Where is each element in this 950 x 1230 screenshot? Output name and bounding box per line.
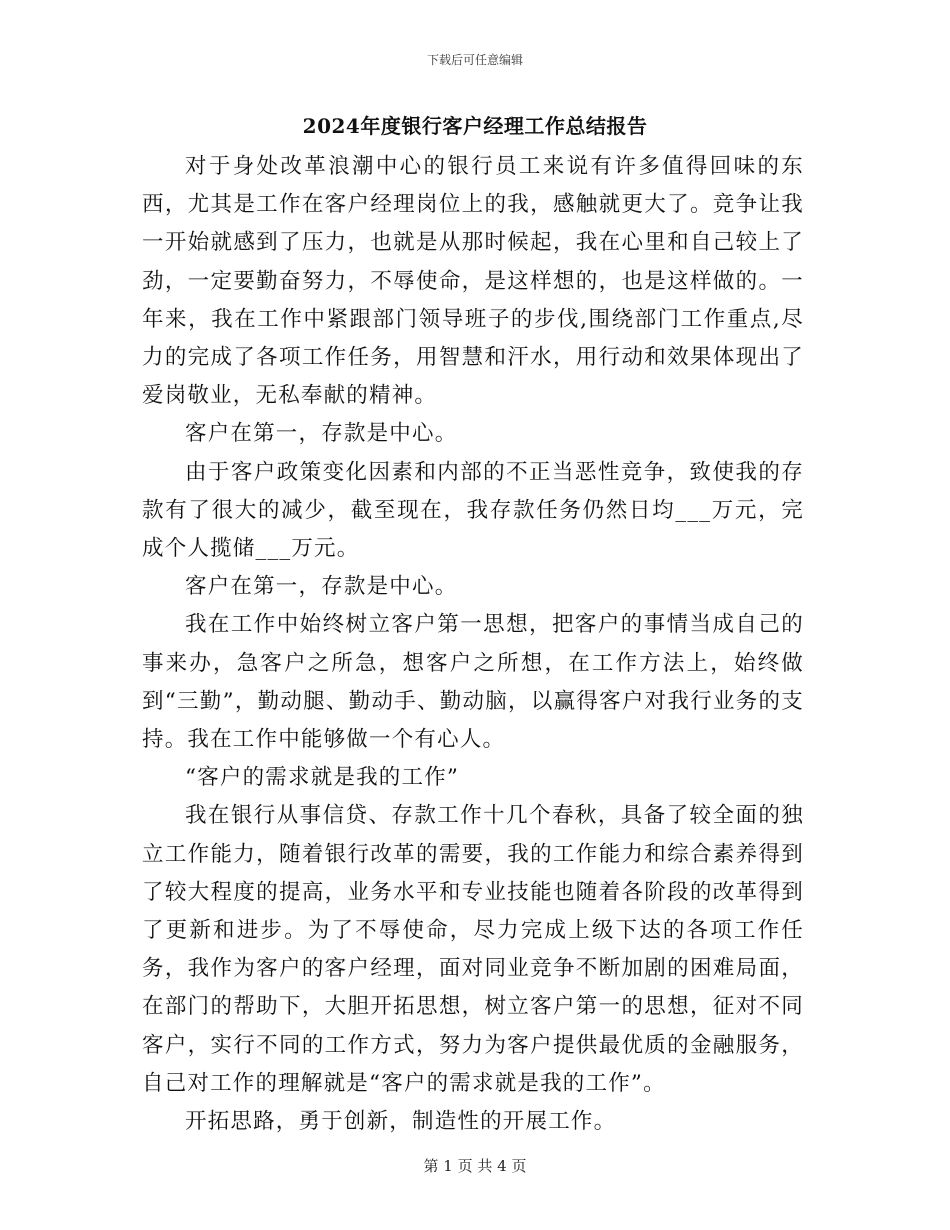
- page-number-footer: 第 1 页 共 4 页: [423, 1157, 527, 1175]
- section-heading-innovation: 开拓思路，勇于创新，制造性的开展工作。: [185, 1109, 617, 1135]
- document-title: 2024年度银行客户经理工作总结报告: [302, 114, 648, 138]
- page-header-note: 下载后可任意编辑: [426, 53, 523, 67]
- paragraph-work-experience: 我在银行从事信贷、存款工作十几个春秋，具备了较全面的独立工作能力，随着银行改革的需要，我的工作能力和综合素养得到了较大程度的提高，业务水平和专业技能也随着各阶段的改革得到了更新和进步。为了不辱使命，尽力完成上级下达的各项工作任务，我作为客户的客户经理，面对同业竞争不断加剧的困难局面，在部门的帮助下，大胆开拓思想，树立客户第一的思想，征对不同客户，实行不同的工作方式，努力为客户提供最优质的金融服务，自己对工作的理解就是“客户的需求就是我的工作”。: [142, 803, 804, 1096]
- paragraph-customer-service: 我在工作中始终树立客户第一思想，把客户的事情当成自己的事来办，急客户之所急，想客户之所想，在工作方法上，始终做到“三勤”，勤动腿、勤动手、勤动脑，以赢得客户对我行业务的支持。我在工作中能够做一个有心人。: [142, 612, 804, 753]
- section-heading-customer-first-repeat: 客户在第一，存款是中心。: [185, 574, 458, 600]
- section-heading-customer-needs: “客户的需求就是我的工作”: [185, 765, 460, 791]
- paragraph-intro: 对于身处改革浪潮中心的银行员工来说有许多值得回味的东西，尤其是工作在客户经理岗位上的我，感触就更大了。竞争让我一开始就感到了压力，也就是从那时候起，我在心里和自己较上了劲，一定要勤奋努力，不辱使命，是这样想的，也是这样做的。一年来，我在工作中紧跟部门领导班子的步伐,围绕部门工作重点,尽力的完成了各项工作任务，用智慧和汗水，用行动和效果体现出了爱岗敬业，无私奉献的精神。: [142, 154, 804, 409]
- document-body: [142, 148, 804, 1141]
- section-heading-customer-first: 客户在第一，存款是中心。: [185, 421, 458, 447]
- paragraph-deposit-status: 由于客户政策变化因素和内部的不正当恶性竞争，致使我的存款有了很大的减少，截至现在，我存款任务仍然日均___万元，完成个人揽储___万元。: [142, 459, 804, 562]
